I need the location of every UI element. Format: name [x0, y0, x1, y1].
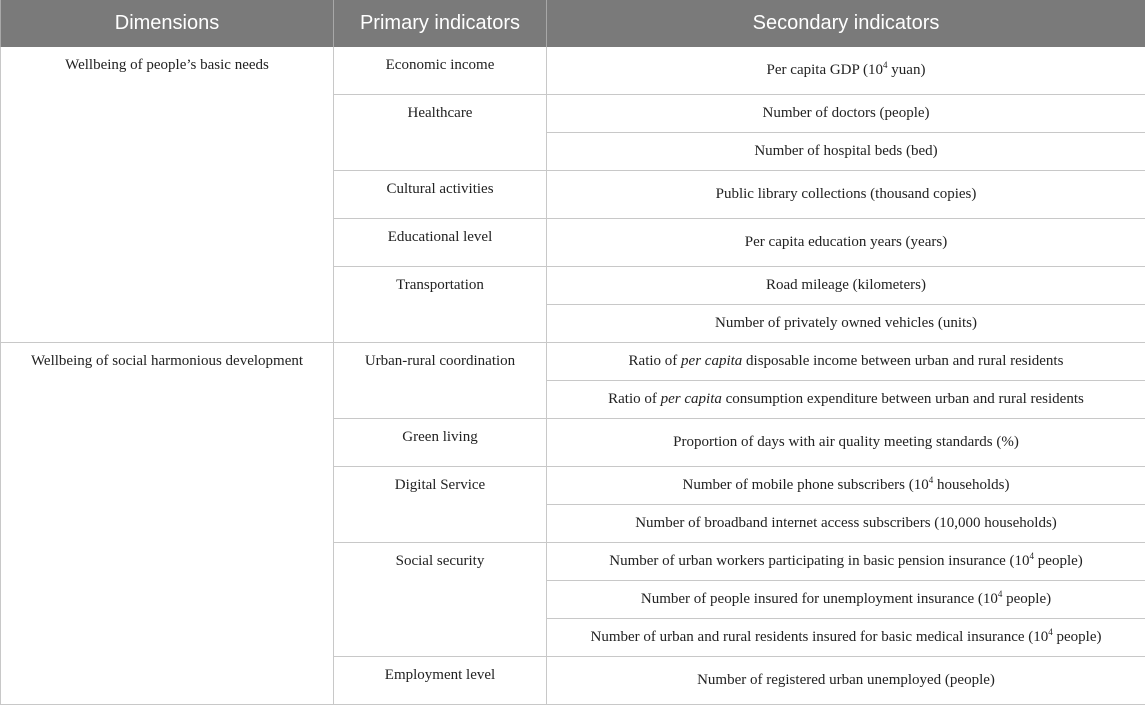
- secondary-indicator-cell: [547, 467, 1145, 505]
- indicator-text: Number of mobile phone subscribers (10: [683, 477, 929, 493]
- primary-indicator-cell: Cultural activities: [334, 171, 547, 219]
- secondary-indicator-cell: [547, 95, 1145, 133]
- secondary-indicator-cell: [547, 47, 1145, 95]
- header-secondary-indicators: Secondary indicators: [547, 0, 1145, 47]
- indicator-text: Number of doctors (people): [762, 105, 929, 121]
- primary-indicator-cell: Social security: [334, 543, 547, 657]
- primary-indicator-cell: Employment level: [334, 657, 547, 705]
- indicator-exponent: 4: [883, 60, 888, 70]
- indicator-exponent: 4: [1048, 627, 1053, 637]
- header-row: [1, 0, 1145, 47]
- indicator-emphasis: per capita: [681, 353, 742, 369]
- secondary-indicator-cell: [547, 619, 1145, 657]
- secondary-indicator-cell: [547, 219, 1145, 267]
- secondary-indicator-cell: [547, 505, 1145, 543]
- indicator-text-tail: people): [1034, 553, 1083, 569]
- secondary-indicator-cell: [547, 581, 1145, 619]
- indicator-text: Public library collections (thousand copies): [716, 186, 977, 202]
- primary-indicator-cell: Healthcare: [334, 95, 547, 171]
- secondary-indicator-cell: [547, 267, 1145, 305]
- header-dimensions: Dimensions: [1, 0, 334, 47]
- indicator-text: Ratio of: [629, 353, 682, 369]
- primary-indicator-cell: Green living: [334, 419, 547, 467]
- secondary-indicator-cell: [547, 419, 1145, 467]
- indicator-text: Number of urban and rural residents insured for basic medical insurance (10: [591, 629, 1049, 645]
- indicator-text: Per capita education years (years): [745, 234, 947, 250]
- table-row: [1, 47, 1145, 95]
- primary-indicator-cell: Urban-rural coordination: [334, 343, 547, 419]
- secondary-indicator-cell: [547, 305, 1145, 343]
- indicator-text-tail: people): [1002, 591, 1051, 607]
- table-row: [1, 343, 1145, 381]
- dimension-cell: Wellbeing of people’s basic needs: [1, 47, 334, 343]
- indicator-text: Number of urban workers participating in basic pension insurance (10: [609, 553, 1029, 569]
- secondary-indicator-cell: [547, 171, 1145, 219]
- indicator-text: Number of people insured for unemployment insurance (10: [641, 591, 998, 607]
- indicator-text: Number of privately owned vehicles (units): [715, 315, 977, 331]
- indicator-text-tail: households): [933, 477, 1009, 493]
- secondary-indicator-cell: [547, 543, 1145, 581]
- indicator-text-tail: consumption expenditure between urban and rural residents: [722, 391, 1084, 407]
- indicator-text: Proportion of days with air quality meeting standards (%): [673, 434, 1019, 450]
- indicator-text: Number of broadband internet access subscribers (10,000 households): [635, 515, 1057, 531]
- dimension-cell: Wellbeing of social harmonious development: [1, 343, 334, 705]
- header-primary-indicators: Primary indicators: [334, 0, 547, 47]
- indicator-text: Number of hospital beds (bed): [754, 143, 937, 159]
- indicator-text: Number of registered urban unemployed (people): [697, 672, 995, 688]
- indicator-text: Ratio of: [608, 391, 661, 407]
- indicator-text-tail: people): [1053, 629, 1102, 645]
- primary-indicator-cell: Digital Service: [334, 467, 547, 543]
- indicator-text: Per capita GDP (10: [767, 62, 884, 78]
- secondary-indicator-cell: [547, 343, 1145, 381]
- indicator-exponent: 4: [929, 475, 934, 485]
- primary-indicator-cell: Economic income: [334, 47, 547, 95]
- indicator-exponent: 4: [1030, 551, 1035, 561]
- primary-indicator-cell: Educational level: [334, 219, 547, 267]
- indicator-text-tail: disposable income between urban and rural residents: [742, 353, 1063, 369]
- indicator-emphasis: per capita: [661, 391, 722, 407]
- indicator-text: Road mileage (kilometers): [766, 277, 926, 293]
- indicator-exponent: 4: [998, 589, 1003, 599]
- secondary-indicator-cell: [547, 133, 1145, 171]
- secondary-indicator-cell: [547, 381, 1145, 419]
- indicator-text-tail: yuan): [888, 62, 926, 78]
- table-body: [1, 47, 1145, 705]
- primary-indicator-cell: Transportation: [334, 267, 547, 343]
